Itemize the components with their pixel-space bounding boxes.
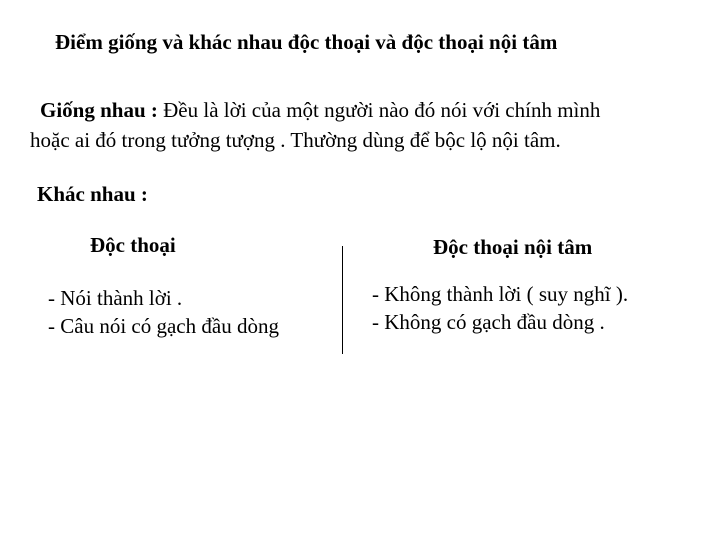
- similarities-paragraph: [30, 95, 600, 155]
- column-title-inner-monologue: Độc thoại nội tâm: [433, 235, 593, 259]
- similarities-text-2: hoặc ai đó trong tưởng tượng . Thường dùng để bộc lộ nội tâm.: [30, 128, 561, 152]
- similarities-text-1: Đều là lời của một người nào đó nói với chính mình: [157, 98, 601, 122]
- similarities-line-1: [30, 95, 600, 125]
- list-item: - Không thành lời ( suy nghĩ ).: [372, 282, 629, 306]
- inner-monologue-list: [372, 280, 628, 336]
- slide-title: Điểm giống và khác nhau độc thoại và độc thoại nội tâm: [55, 30, 558, 54]
- similarities-label: Giống nhau :: [40, 98, 158, 122]
- list-item: - Nói thành lời .: [48, 286, 183, 310]
- column-divider: [342, 246, 343, 354]
- list-item: - Không có gạch đầu dòng .: [372, 310, 605, 334]
- list-item: - Câu nói có gạch đầu dòng: [48, 314, 279, 338]
- column-title-monologue: Độc thoại: [90, 233, 176, 257]
- monologue-list: [48, 284, 279, 340]
- differences-heading: Khác nhau :: [37, 182, 148, 206]
